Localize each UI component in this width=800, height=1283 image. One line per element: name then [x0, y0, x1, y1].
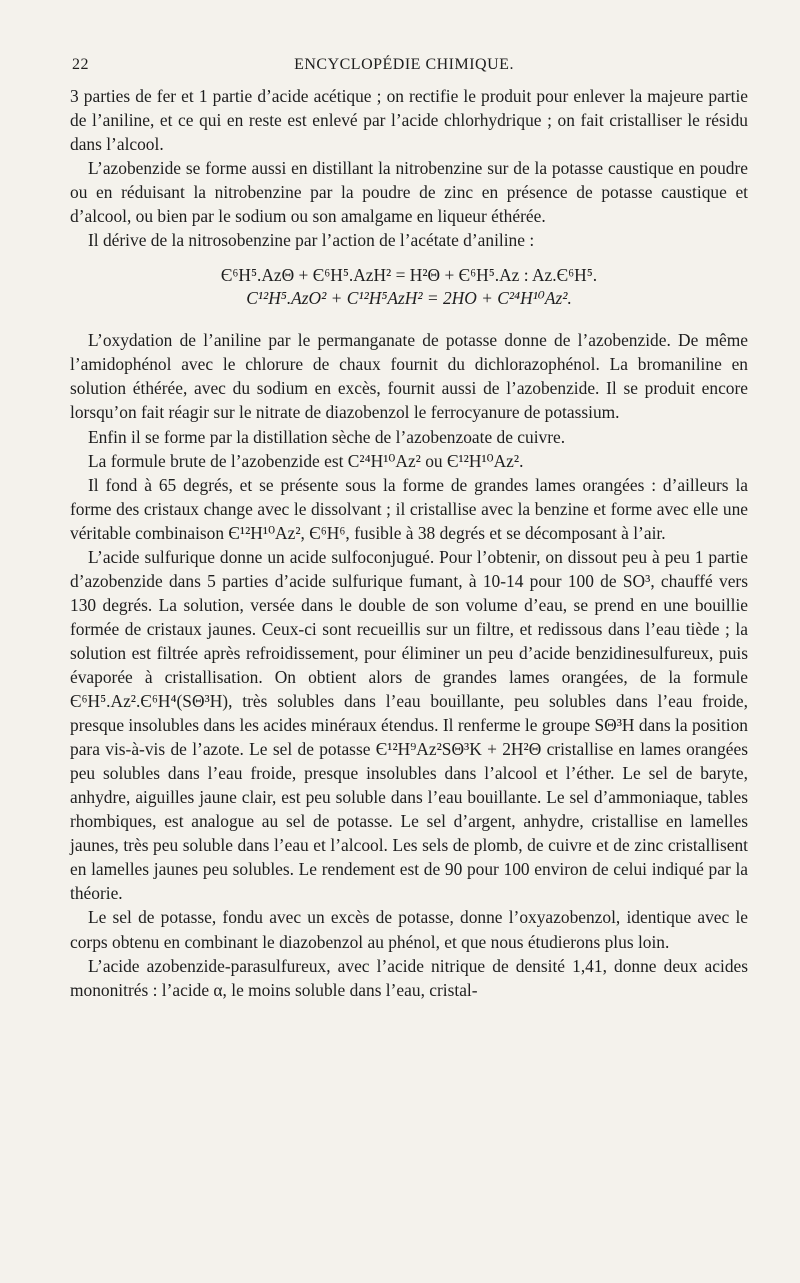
paragraph-6: La formule brute de l’azobenzide est C²⁴H¹⁰Az² ou Є¹²H¹⁰Az².	[88, 450, 524, 471]
reaction-equations	[70, 264, 748, 310]
paragraph-8: L’acide sulfurique donne un acide sulfoconjugué. Pour l’obtenir, on dissout peu à peu 1 partie d’azobenzide dans 5 parties d’acide sulfurique fumant, à 10-14 pour 100 de SO³, chauffé vers 130 degrés. La solution, versée dans le double de son volume d’eau, se prend en une bouillie formée de cristaux jaunes. Ceux-ci sont recueillis sur un filtre, et redissous dans l’eau tiède ; la solution est filtrée après refroidissement, pour éliminer un peu d’acide benzidinesulfureux, puis évaporée à cristallisation. On obtient alors de grandes lames orangées, de la formule Є⁶H⁵.Az².Є⁶H⁴(SΘ³H), très solubles dans l’eau bouillante, peu solubles dans l’eau froide, presque insolubles dans les acides minéraux étendus. Il renferme le groupe SΘ³H dans la position para vis-à-vis de l’azote. Le sel de potasse Є¹²H⁹Az²SΘ³K + 2H²Θ cristallise en lames orangées peu solubles dans l’eau froide, presque insolubles dans l’alcool et l’éther. Le sel de baryte, anhydre, aiguilles jaune clair, est peu soluble dans l’eau bouillante. Le sel d’ammoniaque, tables rhombiques, est analogue au sel de potasse. Le sel d’argent, anhydre, cristallise en lamelles jaunes, très peu soluble dans l’eau et l’alcool. Les sels de plomb, de cuivre et de zinc cristallisent en lamelles jaunes peu solubles. Le rendement est de 90 pour 100 environ de celui indiqué par la théorie.	[70, 546, 748, 904]
paragraph-10: L’acide azobenzide-parasulfureux, avec l’acide nitrique de densité 1,41, donne deux acides mononitrés : l’acide α, le moins soluble dans l’eau, cristal-	[70, 955, 748, 1000]
equation-equivalent-notation: C¹²H⁵.AzO² + C¹²H⁵AzH² = 2HO + C²⁴H¹⁰Az².	[246, 288, 572, 309]
page-header	[70, 56, 738, 82]
page-number: 22	[72, 56, 89, 73]
paragraph-3: Il dérive de la nitrosobenzine par l’action de l’acétate d’aniline :	[88, 230, 535, 251]
paragraph-5: Enfin il se forme par la distillation sèche de l’azobenzoate de cuivre.	[88, 426, 566, 447]
body-text	[70, 84, 748, 1002]
running-title: ENCYCLOPÉDIE CHIMIQUE.	[294, 56, 514, 73]
equation-atomic-notation: Є⁶H⁵.AzΘ + Є⁶H⁵.AzH² = H²Θ + Є⁶H⁵.Az : Az.Є⁶H⁵.	[220, 265, 598, 286]
paragraph-9: Le sel de potasse, fondu avec un excès de potasse, donne l’oxyazobenzol, identique avec le corps obtenu en combinant le diazobenzol au phénol, et que nous étudierons plus loin.	[70, 907, 748, 952]
paragraph-1: 3 parties de fer et 1 partie d’acide acétique ; on rectifie le produit pour enlever la majeure partie de l’aniline, et ce qui en reste est enlevé par l’acide chlorhydrique ; on fait cristalliser le résidu dans l’alcool.	[70, 86, 748, 155]
paragraph-4: L’oxydation de l’aniline par le permanganate de potasse donne de l’azobenzide. De même l’amidophénol avec le chlorure de chaux fournit du dichlorazophénol. La bromaniline en solution éthérée, avec du sodium en excès, fournit aussi de l’azobenzide. Il se produit encore lorsqu’on fait réagir sur le nitrate de diazobenzol le ferrocyanure de potassium.	[70, 330, 748, 423]
paragraph-7: Il fond à 65 degrés, et se présente sous la forme de grandes lames orangées : d’ailleurs la forme des cristaux change avec le dissolvant ; il cristallise avec la benzine et forme avec elle une véritable combinaison Є¹²H¹⁰Az², Є⁶H⁶, fusible à 38 degrés et se décomposant à l’air.	[70, 474, 748, 543]
paragraph-2: L’azobenzide se forme aussi en distillant la nitrobenzine sur de la potasse caustique en poudre ou en réduisant la nitrobenzine par la poudre de zinc en présence de potasse caustique et d’alcool, ou bien par le sodium ou son amalgame en liqueur éthérée.	[70, 158, 748, 227]
